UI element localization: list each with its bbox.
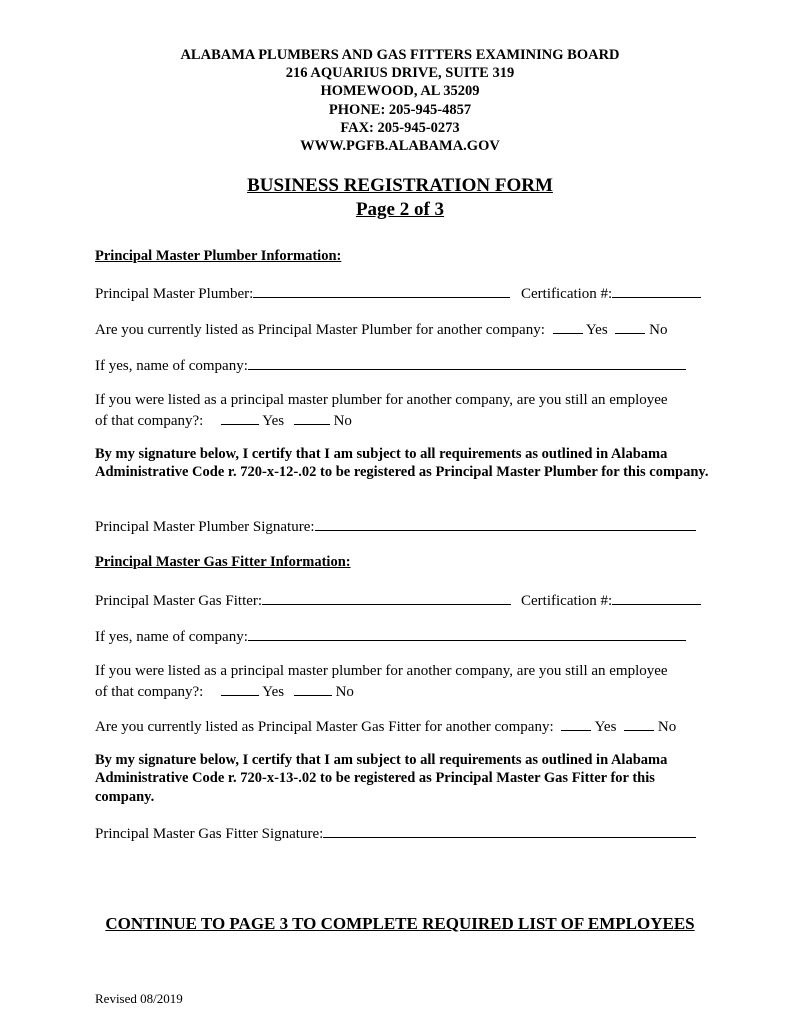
plumber-company-label: If yes, name of company:: [95, 358, 248, 374]
fax: FAX: 205-945-0273: [340, 119, 460, 136]
website: WWW.PGFB.ALABAMA.GOV: [300, 138, 500, 155]
gasfitter-cert-field[interactable]: [612, 590, 701, 605]
plumber-name-field[interactable]: [253, 283, 510, 298]
plumber-employee-no-field[interactable]: [294, 410, 330, 425]
plumber-employee-question-line2-row: [95, 410, 710, 431]
gasfitter-employee-no-field[interactable]: [294, 681, 332, 696]
gasfitter-name-label: Principal Master Gas Fitter:: [95, 593, 263, 609]
plumber-signature-row: [95, 516, 696, 536]
plumber-listed-no-field[interactable]: [615, 319, 645, 334]
gasfitter-company-label: If yes, name of company:: [95, 629, 248, 645]
plumber-signature-field[interactable]: [315, 516, 696, 531]
plumber-listed-yes-field[interactable]: [553, 319, 583, 334]
gasfitter-employee-yes-field[interactable]: [221, 681, 259, 696]
gasfitter-employee-question-line2: of that company?:: [95, 683, 204, 700]
plumber-employee-yes-label: Yes: [262, 412, 285, 429]
address-line-1: 216 AQUARIUS DRIVE, SUITE 319: [285, 65, 515, 82]
gasfitter-name-field[interactable]: [262, 590, 511, 605]
form-title: BUSINESS REGISTRATION FORM: [247, 175, 553, 196]
gasfitter-employee-yes-label: Yes: [262, 683, 285, 700]
plumber-employee-question-line1: If you were listed as a principal master plumber for another company, are you still an employee: [95, 392, 668, 408]
plumber-employee-question-line2: of that company?:: [95, 412, 204, 429]
gasfitter-employee-question-line1: If you were listed as a principal master plumber for another company, are you still an employee: [95, 663, 668, 679]
gasfitter-section-heading: Principal Master Gas Fitter Information:: [95, 554, 351, 570]
gasfitter-listed-row: [95, 716, 676, 736]
phone: PHONE: 205-945-4857: [328, 101, 472, 118]
plumber-employee-yes-field[interactable]: [221, 410, 259, 425]
plumber-company-row: [95, 355, 686, 375]
gasfitter-listed-no-field[interactable]: [624, 716, 654, 731]
plumber-certification-statement: By my signature below, I certify that I am subject to all requirements as outlined in Alabama Administrative Code r. 720-x-12-.02 to be registered as Principal Master Plumber for this company.: [95, 446, 709, 481]
plumber-cert-row: [521, 283, 701, 303]
plumber-name-label: Principal Master Plumber:: [95, 286, 254, 302]
gasfitter-name-row: [95, 590, 511, 610]
plumber-section-heading: Principal Master Plumber Information:: [95, 248, 342, 264]
address-line-2: HOMEWOOD, AL 35209: [320, 83, 480, 100]
org-name: ALABAMA PLUMBERS AND GAS FITTERS EXAMINING BOARD: [180, 47, 620, 63]
continue-note: CONTINUE TO PAGE 3 TO COMPLETE REQUIRED LIST OF EMPLOYEES: [105, 914, 695, 933]
plumber-company-field[interactable]: [248, 355, 686, 370]
plumber-listed-yes-label: Yes: [585, 322, 608, 338]
letterhead: [0, 46, 800, 155]
plumber-listed-question: Are you currently listed as Principal Master Plumber for another company:: [95, 322, 545, 338]
plumber-name-row: [95, 283, 510, 303]
gasfitter-signature-row: [95, 823, 696, 843]
gasfitter-cert-row: [521, 590, 701, 610]
plumber-cert-field[interactable]: [612, 283, 701, 298]
gasfitter-certification-statement: By my signature below, I certify that I am subject to all requirements as outlined in Alabama Administrative Code r. 720-x-13-.02 to be registered as Principal Master Gas Fitter for this company.: [95, 752, 668, 805]
plumber-employee-no-label: No: [333, 412, 352, 429]
page-indicator: Page 2 of 3: [355, 199, 445, 220]
revised-date: Revised 08/2019: [95, 991, 183, 1006]
gasfitter-employee-question: [95, 662, 710, 701]
gasfitter-listed-no-label: No: [657, 719, 677, 735]
gasfitter-listed-yes-label: Yes: [594, 719, 617, 735]
plumber-listed-row: [95, 319, 668, 339]
plumber-cert-label: Certification #:: [521, 286, 613, 302]
gasfitter-company-row: [95, 626, 686, 646]
gasfitter-employee-question-line2-row: [95, 681, 710, 702]
gasfitter-listed-question: Are you currently listed as Principal Master Gas Fitter for another company:: [95, 719, 554, 735]
gasfitter-signature-field[interactable]: [323, 823, 696, 838]
plumber-signature-label: Principal Master Plumber Signature:: [95, 519, 315, 535]
gasfitter-listed-yes-field[interactable]: [561, 716, 591, 731]
gasfitter-company-field[interactable]: [248, 626, 686, 641]
plumber-listed-no-label: No: [649, 322, 668, 338]
plumber-employee-question: [95, 391, 710, 430]
gasfitter-cert-label: Certification #:: [521, 593, 613, 609]
gasfitter-signature-label: Principal Master Gas Fitter Signature:: [95, 826, 324, 842]
gasfitter-employee-no-label: No: [335, 683, 354, 700]
